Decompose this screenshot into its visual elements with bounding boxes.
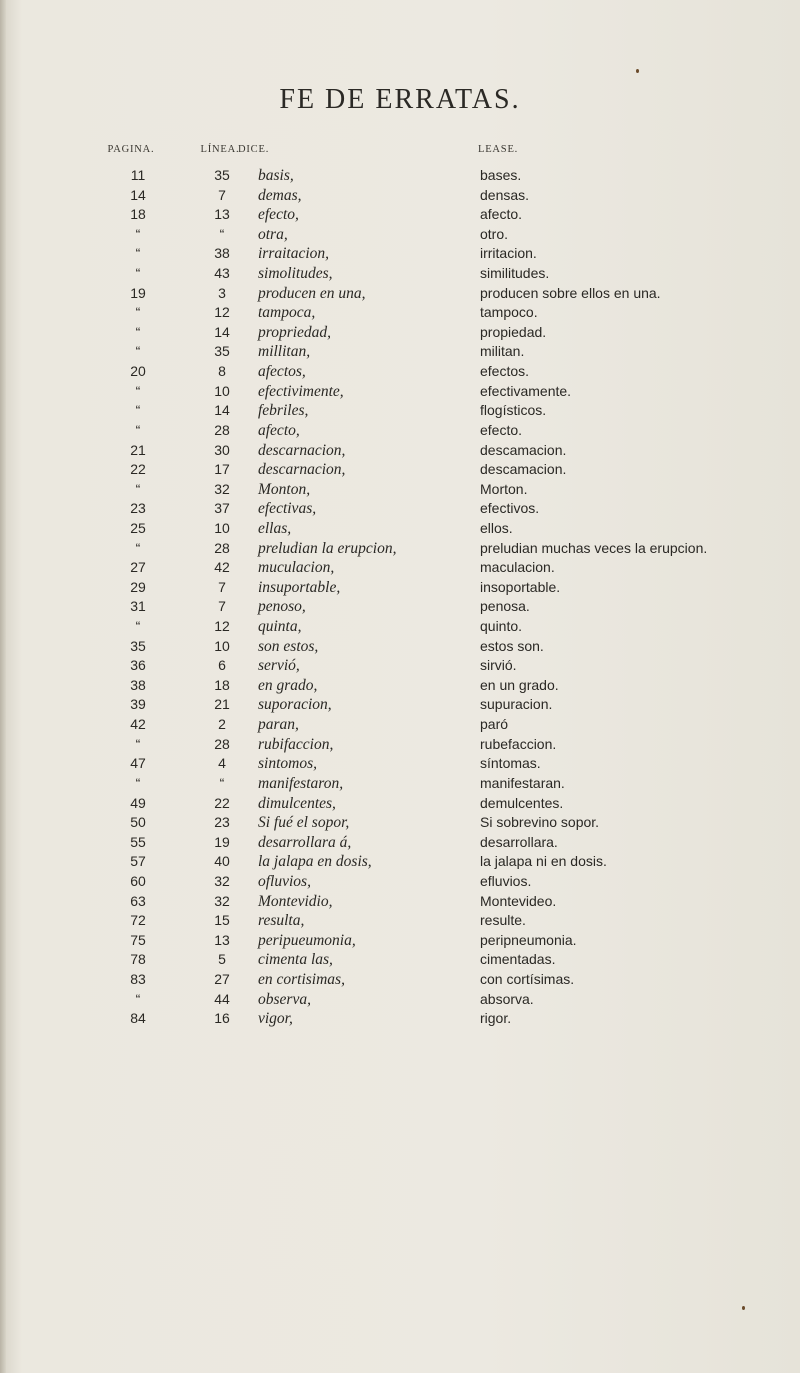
dice-cell: desarrollara á, (258, 833, 352, 851)
line-number-cell: “ (219, 774, 225, 791)
lease-cell: estos son. (480, 637, 544, 654)
line-number-cell: 10 (214, 519, 230, 536)
lease-cell: sirvió. (480, 657, 517, 674)
line-number-cell: 32 (214, 892, 230, 909)
line-number-cell: 5 (218, 951, 226, 968)
page-number-cell: 78 (130, 951, 146, 968)
line-number-cell: 6 (218, 657, 226, 674)
lease-cell: con cortísimas. (480, 970, 575, 987)
errata-row (0, 284, 800, 304)
lease-cell: ellos. (480, 519, 513, 536)
line-number-cell: 10 (214, 382, 230, 399)
header-lease: LEASE. (478, 144, 519, 155)
errata-row (0, 205, 800, 225)
page-number-cell: 57 (130, 853, 146, 870)
lease-cell: rubefaccion. (480, 735, 557, 752)
line-number-cell: 12 (214, 618, 230, 635)
page-number-cell: 27 (130, 559, 146, 576)
dice-cell: afectos, (258, 363, 306, 381)
page-title: FE DE ERRATAS. (279, 84, 521, 115)
lease-cell: afecto. (480, 206, 523, 223)
header-linea: LÍNEA. (200, 144, 240, 155)
lease-cell: absorva. (480, 990, 534, 1007)
page-number-cell: 35 (130, 637, 146, 654)
lease-cell: insoportable. (480, 578, 561, 595)
lease-cell: penosa. (480, 598, 530, 615)
lease-cell: Si sobrevino sopor. (480, 814, 600, 831)
line-number-cell: 3 (218, 284, 226, 301)
line-number-cell: 7 (218, 186, 226, 203)
errata-row (0, 833, 800, 853)
line-number-cell: 7 (218, 578, 226, 595)
errata-row (0, 401, 800, 421)
line-number-cell: 28 (214, 421, 230, 438)
page-number-cell: “ (135, 402, 141, 419)
lease-cell: desarrollara. (480, 833, 558, 850)
dice-cell: cimenta las, (258, 951, 333, 969)
dice-cell: demas, (258, 186, 302, 204)
page-number-cell: 39 (130, 696, 146, 713)
line-number-cell: 7 (218, 598, 226, 615)
page-number-cell: “ (135, 539, 141, 556)
errata-row (0, 990, 800, 1010)
lease-cell: militan. (480, 343, 525, 360)
line-number-cell: 32 (214, 480, 230, 497)
lease-cell: bases. (480, 167, 522, 183)
errata-row (0, 597, 800, 617)
page-number-cell: 47 (130, 755, 146, 772)
lease-cell: Montevideo. (480, 892, 557, 909)
page-number-cell: 14 (130, 186, 146, 203)
page-number-cell: “ (135, 225, 141, 242)
line-number-cell: 12 (214, 304, 230, 321)
line-number-cell: 8 (218, 363, 226, 380)
lease-cell: otro. (480, 225, 509, 242)
lease-cell: efluvios. (480, 872, 532, 889)
page-number-cell: 84 (130, 1010, 146, 1027)
page-number-cell: 23 (130, 500, 146, 517)
dice-cell: en cortisimas, (258, 970, 345, 988)
line-number-cell: 19 (214, 833, 230, 850)
line-number-cell: 44 (214, 990, 230, 1007)
line-number-cell: “ (219, 225, 225, 242)
errata-row (0, 892, 800, 912)
lease-cell: paró (480, 716, 509, 733)
line-number-cell: 15 (214, 912, 230, 929)
errata-row (0, 931, 800, 951)
line-number-cell: 18 (214, 676, 230, 693)
errata-row (0, 264, 800, 284)
lease-cell: maculacion. (480, 559, 555, 576)
dice-cell: irraitacion, (258, 245, 330, 263)
line-number-cell: 43 (214, 265, 230, 282)
errata-row (0, 186, 800, 206)
line-number-cell: 22 (214, 794, 230, 811)
errata-row (0, 754, 800, 774)
dice-cell: la jalapa en dosis, (258, 853, 372, 871)
errata-row (0, 872, 800, 892)
dice-cell: en grado, (258, 676, 318, 694)
ink-speck (742, 1306, 745, 1310)
page-number-cell: 49 (130, 794, 146, 811)
dice-cell: propriedad, (258, 323, 332, 341)
header-pagina: PAGINA. (107, 144, 155, 155)
lease-cell: preludian muchas veces la erupcion. (480, 539, 708, 556)
line-number-cell: 14 (214, 402, 230, 419)
line-number-cell: 13 (214, 931, 230, 948)
lease-cell: demulcentes. (480, 794, 564, 811)
page-number-cell: 83 (130, 970, 146, 987)
lease-cell: densas. (480, 186, 530, 203)
page-number-cell: “ (135, 421, 141, 438)
line-number-cell: 35 (214, 343, 230, 360)
dice-cell: febriles, (258, 402, 309, 420)
lease-cell: resulte. (480, 912, 526, 929)
lease-cell: descamacion. (480, 441, 567, 458)
dice-cell: descarnacion, (258, 461, 346, 479)
lease-cell: propiedad. (480, 323, 547, 340)
dice-cell: sintomos, (258, 755, 317, 773)
ink-speck (636, 69, 639, 73)
page-number-cell: 21 (130, 441, 146, 458)
dice-cell: millitan, (258, 343, 311, 361)
page-number-cell: “ (135, 735, 141, 752)
lease-cell: manifestaran. (480, 774, 565, 791)
errata-row (0, 166, 800, 186)
dice-cell: peripueumonia, (258, 931, 356, 949)
page-number-cell: “ (135, 323, 141, 340)
dice-cell: quinta, (258, 618, 302, 636)
dice-cell: otra, (258, 225, 288, 243)
errata-row (0, 519, 800, 539)
line-number-cell: 38 (214, 245, 230, 262)
errata-row (0, 970, 800, 990)
errata-row (0, 578, 800, 598)
dice-cell: descarnacion, (258, 441, 346, 459)
dice-cell: penoso, (258, 598, 306, 616)
dice-cell: Si fué el sopor, (258, 814, 350, 832)
dice-cell: manifestaron, (258, 774, 344, 792)
errata-row (0, 441, 800, 461)
errata-row (0, 382, 800, 402)
line-number-cell: 32 (214, 872, 230, 889)
page-number-cell: 55 (130, 833, 146, 850)
lease-cell: síntomas. (480, 755, 541, 772)
errata-row (0, 617, 800, 637)
line-number-cell: 23 (214, 814, 230, 831)
line-number-cell: 27 (214, 970, 230, 987)
dice-cell: son estos, (258, 637, 319, 655)
dice-cell: afecto, (258, 421, 300, 439)
line-number-cell: 4 (218, 755, 226, 772)
page-number-cell: 22 (130, 461, 146, 478)
errata-row (0, 539, 800, 559)
line-number-cell: 21 (214, 696, 230, 713)
page-number-cell: “ (135, 618, 141, 635)
lease-cell: efectos. (480, 363, 530, 380)
line-number-cell: 14 (214, 323, 230, 340)
lease-cell: peripneumonia. (480, 931, 577, 948)
page-number-cell: “ (135, 382, 141, 399)
line-number-cell: 16 (214, 1010, 230, 1027)
page-number-cell: 72 (130, 912, 146, 929)
errata-row (0, 950, 800, 970)
dice-cell: producen en una, (258, 284, 366, 302)
dice-cell: efectivimente, (258, 382, 344, 400)
page-number-cell: “ (135, 265, 141, 282)
line-number-cell: 30 (214, 441, 230, 458)
dice-cell: simolitudes, (258, 265, 333, 283)
errata-row (0, 852, 800, 872)
lease-cell: supuracion. (480, 696, 553, 713)
page-number-cell: 42 (130, 716, 146, 733)
dice-cell: resulta, (258, 912, 305, 930)
errata-row (0, 656, 800, 676)
dice-cell: Monton, (258, 480, 311, 498)
line-number-cell: 2 (218, 716, 226, 733)
dice-cell: ellas, (258, 519, 292, 537)
errata-row (0, 244, 800, 264)
page-number-cell: 25 (130, 519, 146, 536)
page-number-cell: “ (135, 774, 141, 791)
lease-cell: descamacion. (480, 461, 567, 478)
page-number-cell: 75 (130, 931, 146, 948)
page-number-cell: 20 (130, 363, 146, 380)
errata-row (0, 735, 800, 755)
lease-cell: irritacion. (480, 245, 537, 262)
page-number-cell: 60 (130, 872, 146, 889)
lease-cell: Morton. (480, 480, 528, 497)
page-number-cell: 11 (130, 167, 146, 183)
errata-row (0, 911, 800, 931)
line-number-cell: 35 (214, 167, 230, 183)
errata-row (0, 794, 800, 814)
dice-cell: basis, (258, 167, 294, 184)
errata-row (0, 480, 800, 500)
line-number-cell: 40 (214, 853, 230, 870)
dice-cell: suporacion, (258, 696, 332, 714)
page-number-cell: “ (135, 990, 141, 1007)
dice-cell: servió, (258, 657, 300, 675)
line-number-cell: 17 (214, 461, 230, 478)
lease-cell: similitudes. (480, 265, 550, 282)
errata-row (0, 1009, 800, 1029)
line-number-cell: 13 (214, 206, 230, 223)
page-number-cell: 38 (130, 676, 146, 693)
lease-cell: producen sobre ellos en una. (480, 284, 661, 301)
dice-cell: observa, (258, 990, 311, 1008)
page-number-cell: “ (135, 245, 141, 262)
lease-cell: en un grado. (480, 676, 559, 693)
dice-cell: Montevidio, (258, 892, 333, 910)
errata-row (0, 323, 800, 343)
dice-cell: preludian la erupcion, (258, 539, 397, 557)
errata-row (0, 715, 800, 735)
errata-row (0, 676, 800, 696)
errata-row (0, 460, 800, 480)
errata-row (0, 558, 800, 578)
page-number-cell: “ (135, 304, 141, 321)
errata-row (0, 499, 800, 519)
line-number-cell: 28 (214, 735, 230, 752)
line-number-cell: 42 (214, 559, 230, 576)
page-number-cell: 31 (130, 598, 146, 615)
dice-cell: insuportable, (258, 578, 341, 596)
errata-row (0, 421, 800, 441)
dice-cell: ofluvios, (258, 872, 311, 890)
line-number-cell: 37 (214, 500, 230, 517)
lease-cell: quinto. (480, 618, 523, 635)
page-number-cell: 36 (130, 657, 146, 674)
lease-cell: efectivamente. (480, 382, 572, 399)
errata-row (0, 695, 800, 715)
lease-cell: efectivos. (480, 500, 540, 517)
lease-cell: tampoco. (480, 304, 538, 321)
lease-cell: cimentadas. (480, 951, 556, 968)
page-number-cell: “ (135, 343, 141, 360)
errata-row (0, 362, 800, 382)
errata-row (0, 225, 800, 245)
dice-cell: rubifaccion, (258, 735, 334, 753)
line-number-cell: 10 (214, 637, 230, 654)
dice-cell: efecto, (258, 206, 299, 224)
errata-row (0, 637, 800, 657)
dice-cell: tampoca, (258, 304, 316, 322)
dice-cell: efectivas, (258, 500, 317, 518)
dice-cell: dimulcentes, (258, 794, 336, 812)
errata-row (0, 342, 800, 362)
page-number-cell: 29 (130, 578, 146, 595)
page-number-cell: “ (135, 480, 141, 497)
dice-cell: paran, (258, 716, 299, 734)
lease-cell: la jalapa ni en dosis. (480, 853, 607, 870)
dice-cell: vigor, (258, 1010, 293, 1028)
errata-row (0, 813, 800, 833)
column-header-row (0, 144, 800, 158)
page-number-cell: 50 (130, 814, 146, 831)
lease-cell: flogísticos. (480, 402, 547, 419)
lease-cell: rigor. (480, 1010, 512, 1027)
errata-table (0, 166, 800, 1029)
lease-cell: efecto. (480, 421, 523, 438)
line-number-cell: 28 (214, 539, 230, 556)
page-number-cell: 63 (130, 892, 146, 909)
errata-row (0, 303, 800, 323)
errata-row (0, 774, 800, 794)
header-dice: DICE. (238, 144, 270, 155)
dice-cell: muculacion, (258, 559, 335, 577)
page-number-cell: 18 (130, 206, 146, 223)
page-number-cell: 19 (130, 284, 146, 301)
